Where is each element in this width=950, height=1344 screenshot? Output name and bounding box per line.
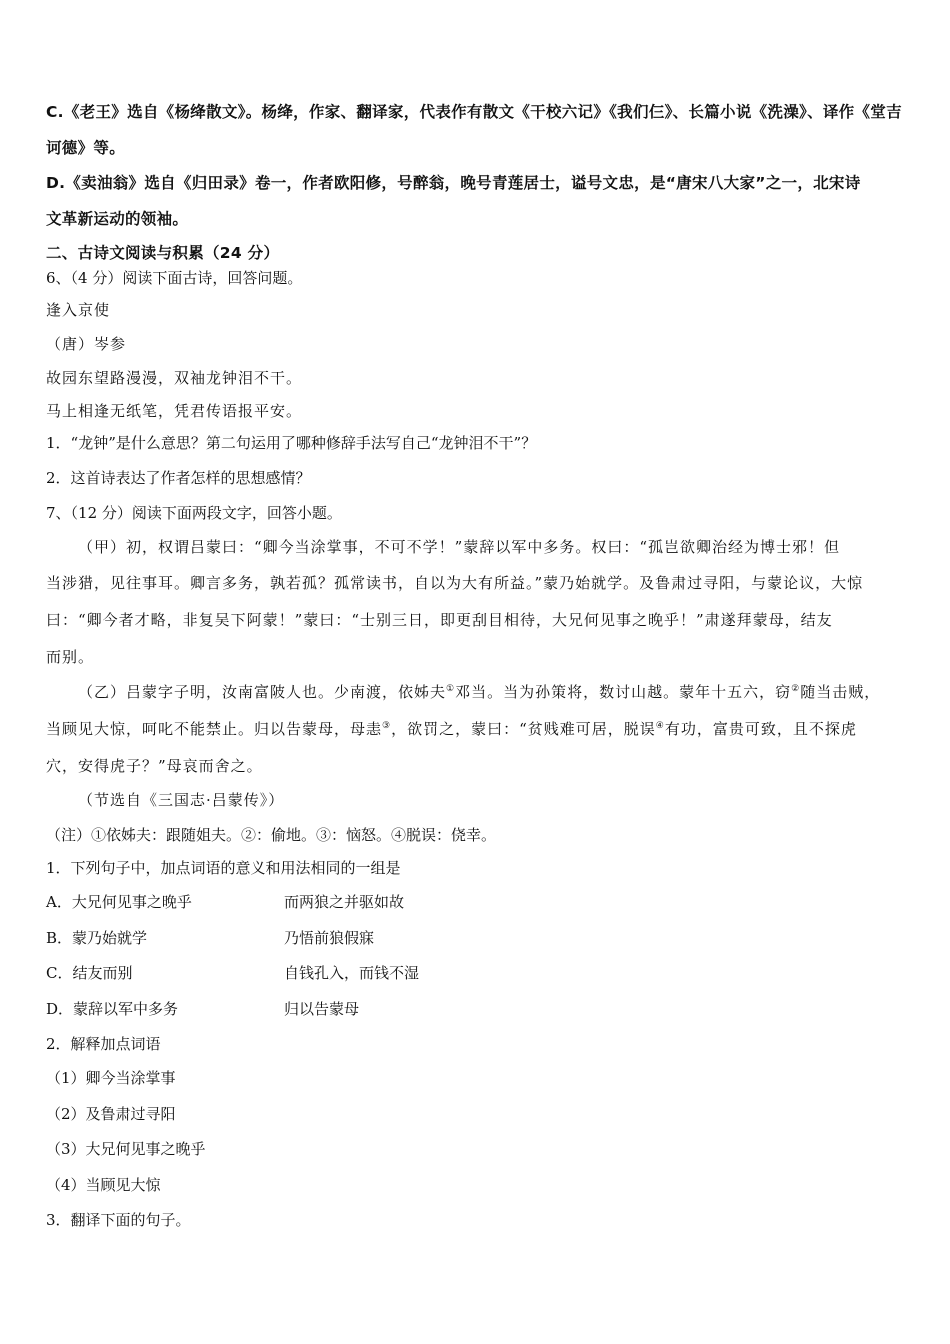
option-c-line-1: C.《老王》选自《杨绛散文》。杨绛，作家、翻译家，代表作有散文《干校六记》《我们仨》、长篇小说《洗澡》、译作《堂吉	[46, 103, 902, 121]
passage-yi-text: 邓当。当为孙策将，数讨山越。蒙年十五六，窃	[455, 683, 792, 701]
explain-item-4: （4）当顾见大惊	[46, 1176, 161, 1194]
poem-line-1: 故园东望路漫漫，双袖龙钟泪不干。	[46, 369, 303, 387]
note-marker: ③	[382, 721, 392, 731]
poem-author: （唐）岑参	[46, 335, 127, 353]
question-7-stem: 7、（12 分）阅读下面两段文字，回答小题。	[46, 504, 342, 522]
explain-item-2: （2）及鲁肃过寻阳	[46, 1105, 176, 1123]
passage-yi-text: 有功，富贵可致，且不探虎	[664, 720, 857, 738]
question-6-sub-1: 1．“龙钟”是什么意思？第二句运用了哪种修辞手法写自己“龙钟泪不干”？	[46, 434, 537, 452]
explain-item-1: （1）卿今当涂掌事	[46, 1069, 176, 1087]
question-7-sub-1-stem: 1．下列句子中，加点词语的意义和用法相同的一组是	[46, 859, 401, 877]
note-marker: ①	[446, 684, 456, 694]
passage-jia-line-1: （甲）初，权谓吕蒙曰：“卿今当涂掌事，不可不学！”蒙辞以军中多务。权曰：“孤岂欲卿治经为博士邪！但	[78, 538, 841, 556]
passage-yi-text: 随当击贼，	[800, 683, 881, 701]
passage-yi-text: ，欲罚之，蒙曰：“贫贱难可居，脱误	[391, 720, 656, 738]
passage-jia-line-3: 曰：“卿今者才略，非复吴下阿蒙！”蒙曰：“士别三日，即更刮目相待，大兄何见事之晚乎！”肃遂拜蒙母，结友	[46, 611, 833, 629]
note-marker: ④	[655, 721, 665, 731]
option-right: 而两狼之并驱如故	[284, 893, 405, 911]
passage-yi-text: （乙）吕蒙字子明，汝南富陂人也。少南渡，依姊夫	[78, 683, 447, 701]
note-marker: ②	[791, 684, 801, 694]
option-d-line-1: D.《卖油翁》选自《归田录》卷一，作者欧阳修，号醉翁，晚号青莲居士，谥号文忠，是“唐宋八大家”之一，北宋诗	[46, 174, 861, 192]
passage-jia-line-4: 而别。	[46, 648, 95, 666]
section-heading: 二、古诗文阅读与积累（24 分）	[46, 244, 280, 262]
question-6-stem: 6、（4 分）阅读下面古诗，回答问题。	[46, 269, 303, 287]
explain-item-3: （3）大兄何见事之晚乎	[46, 1140, 206, 1158]
passage-jia-line-2: 当涉猎，见往事耳。卿言多务，孰若孤？孤常读书，自以为大有所益。”蒙乃始就学。及鲁肃过寻阳，与蒙论议，大惊	[46, 574, 864, 592]
option-right: 乃悟前狼假寐	[284, 929, 375, 947]
option-right: 归以告蒙母	[284, 1000, 360, 1018]
option-right: 自钱孔入，而钱不湿	[284, 964, 420, 982]
question-7-sub-3-stem: 3．翻译下面的句子。	[46, 1211, 191, 1229]
passage-yi-line-2	[46, 719, 910, 739]
passage-yi-line-1	[78, 682, 910, 702]
passage-notes: （注）①依姊夫：跟随姐夫。②：偷地。③：恼怒。④脱误：侥幸。	[46, 826, 497, 844]
option-left: D．蒙辞以军中多务	[46, 1000, 179, 1018]
passage-yi-line-3: 穴，安得虎子？”母哀而舍之。	[46, 757, 263, 775]
option-d-line-2: 文革新运动的领袖。	[46, 210, 189, 228]
passage-yi-text: 当顾见大惊，呵叱不能禁止。归以告蒙母，母恚	[46, 720, 383, 738]
option-left: A．大兄何见事之晚乎	[46, 893, 192, 911]
poem-title: 逢入京使	[46, 301, 111, 319]
poem-line-2: 马上相逢无纸笔，凭君传语报平安。	[46, 402, 303, 420]
option-c-line-2: 诃德》等。	[46, 139, 126, 157]
passage-source: （节选自《三国志·吕蒙传》）	[78, 791, 285, 809]
option-left: B．蒙乃始就学	[46, 929, 148, 947]
question-6-sub-2: 2．这首诗表达了作者怎样的思想感情？	[46, 469, 311, 487]
question-7-sub-2-stem: 2．解释加点词语	[46, 1035, 161, 1053]
option-left: C．结友而别	[46, 964, 133, 982]
